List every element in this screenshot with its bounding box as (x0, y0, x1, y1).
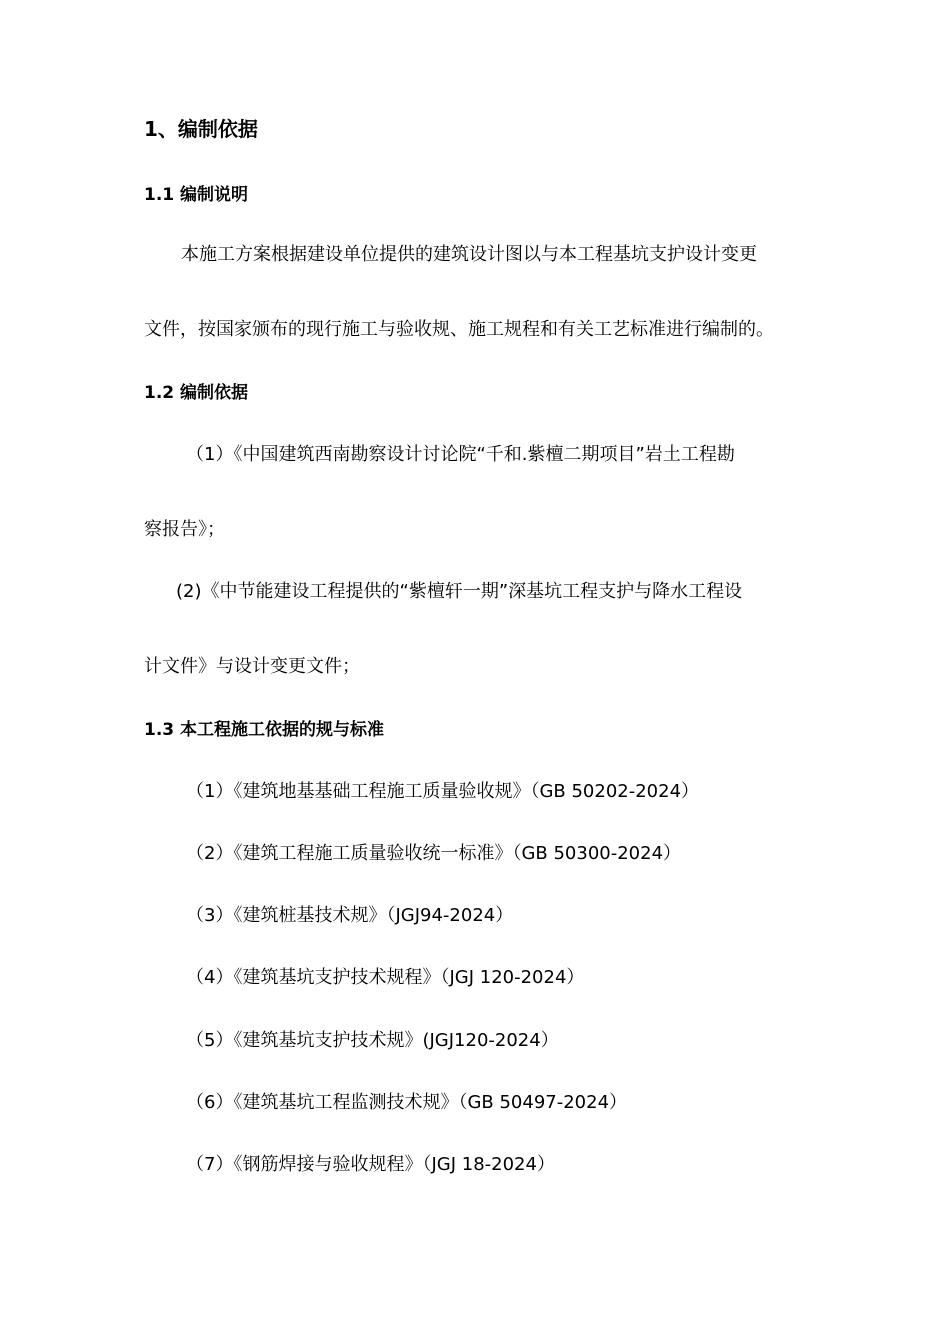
standard-list-item: （6）《建筑基坑工程监测技术规》（GB 50497-2024） (186, 1092, 628, 1113)
standard-list-item: （5）《建筑基坑支护技术规》(JGJ120-2024） (186, 1030, 559, 1051)
standard-list-item: （7）《钢筋焊接与验收规程》（JGJ 18-2024） (186, 1154, 555, 1175)
section-1-2-item-2-line-2: 计文件》与设计变更文件； (144, 656, 360, 677)
heading-1: 1、编制依据 (144, 117, 258, 141)
section-1-1-title: 1.1 编制说明 (144, 185, 249, 205)
section-1-1-paragraph-line-1: 本施工方案根据建设单位提供的建筑设计图以与本工程基坑支护设计变更 (181, 244, 757, 265)
section-1-2-item-2-line-1: (2)《中节能建设工程提供的“紫檀轩一期”深基坑工程支护与降水工程设 (176, 581, 743, 602)
section-1-2-item-1-line-1: （1）《中国建筑西南勘察设计讨论院“千和.紫檀二期项目”岩土工程勘 (186, 444, 735, 465)
standard-list-item: （1）《建筑地基基础工程施工质量验收规》（GB 50202-2024） (186, 781, 700, 802)
standard-list-item: （3）《建筑桩基技术规》（JGJ94-2024） (186, 905, 514, 926)
section-1-2-title: 1.2 编制依据 (144, 383, 249, 403)
section-1-2-item-1-line-2: 察报告》； (144, 519, 225, 540)
section-1-1-paragraph-line-2: 文件，按国家颁布的现行施工与验收规、施工规程和有关工艺标准进行编制的。 (144, 319, 774, 340)
standard-list-item: （4）《建筑基坑支护技术规程》（JGJ 120-2024） (186, 967, 585, 988)
standard-list-item: （2）《建筑工程施工质量验收统一标准》（GB 50300-2024） (186, 843, 682, 864)
section-1-3-title: 1.3 本工程施工依据的规与标准 (144, 720, 385, 740)
